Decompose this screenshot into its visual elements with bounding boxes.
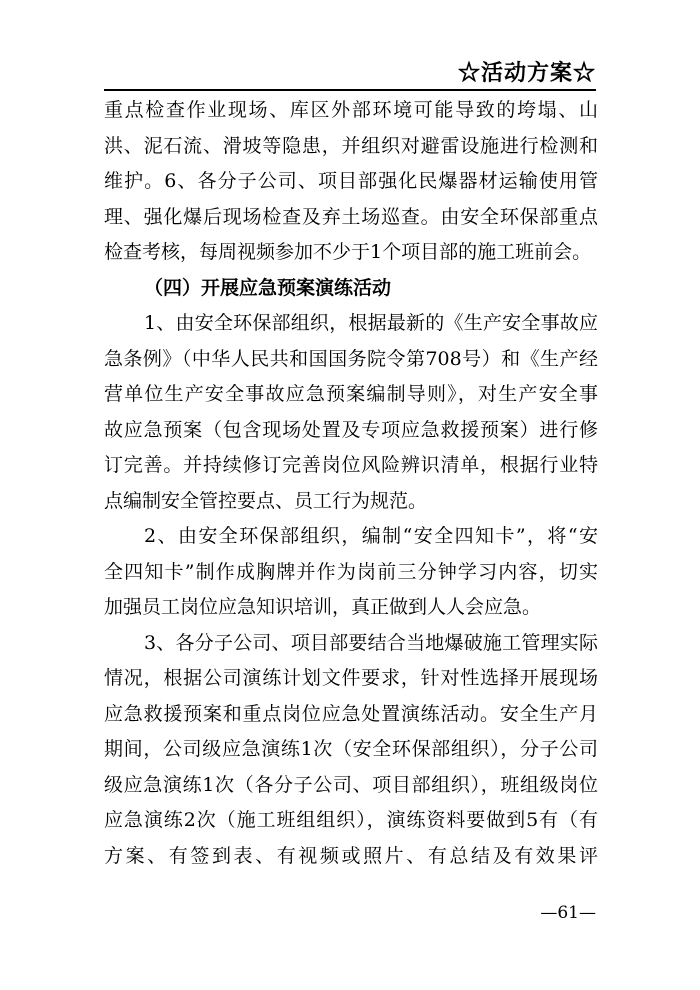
section-heading: （四）开展应急预案演练活动: [144, 276, 392, 299]
text-line: 故应急预案（包含现场处置及专项应急救援预案）进行修: [104, 418, 598, 441]
text-line: 加强员工岗位应急知识培训，真正做到人人会应急。: [104, 596, 542, 618]
text-line: 维护。6、各分子公司、项目部强化民爆器材运输使用管: [104, 170, 598, 192]
text-line: 2、由安全环保部组织，编制“安全四知卡”，将“安: [144, 525, 598, 547]
text-line: 理、强化爆后现场检查及弃土场巡查。由安全环保部重点: [104, 205, 598, 228]
text-line: 点编制安全管控要点、员工行为规范。: [104, 489, 428, 512]
text-line: 订完善。并持续修订完善岗位风险辨识清单，根据行业特: [104, 454, 598, 476]
text-line: 1、由安全环保部组织，根据最新的《生产安全事故应: [144, 312, 598, 334]
page-header: [104, 52, 596, 92]
text-line: 期间，公司级应急演练1次（安全环保部组织），分子公司: [104, 738, 598, 760]
text-line: 3、各分子公司、项目部要结合当地爆破施工管理实际: [144, 631, 598, 654]
text-line: 全四知卡”制作成胸牌并作为岗前三分钟学习内容，切实: [104, 560, 598, 583]
text-line: 急条例》（中华人民共和国国务院令第708号）和《生产经: [104, 347, 598, 370]
text-line: 应急救援预案和重点岗位应急处置演练活动。安全生产月: [104, 702, 598, 725]
header-rule: [104, 89, 596, 91]
page-number: —61—: [540, 903, 596, 923]
text-line: 级应急演练1次（各分子公司、项目部组织），班组级岗位: [104, 773, 598, 796]
text-line: 方案、有签到表、有视频或照片、有总结及有效果评: [104, 844, 598, 867]
text-line: 情况，根据公司演练计划文件要求，针对性选择开展现场: [104, 667, 598, 689]
text-line: 应急演练2次（施工班组组织），演练资料要做到5有（有: [104, 809, 598, 831]
document-body: [104, 93, 598, 874]
header-title: ☆活动方案☆: [457, 60, 596, 86]
text-line: 检查考核，每周视频参加不少于1个项目部的施工班前会。: [104, 241, 592, 263]
text-line: 重点检查作业现场、库区外部环境可能导致的垮塌、山: [104, 99, 598, 121]
text-line: 洪、泥石流、滑坡等隐患，并组织对避雷设施进行检测和: [104, 134, 598, 157]
text-line: 营单位生产安全事故应急预案编制导则》，对生产安全事: [104, 383, 598, 405]
